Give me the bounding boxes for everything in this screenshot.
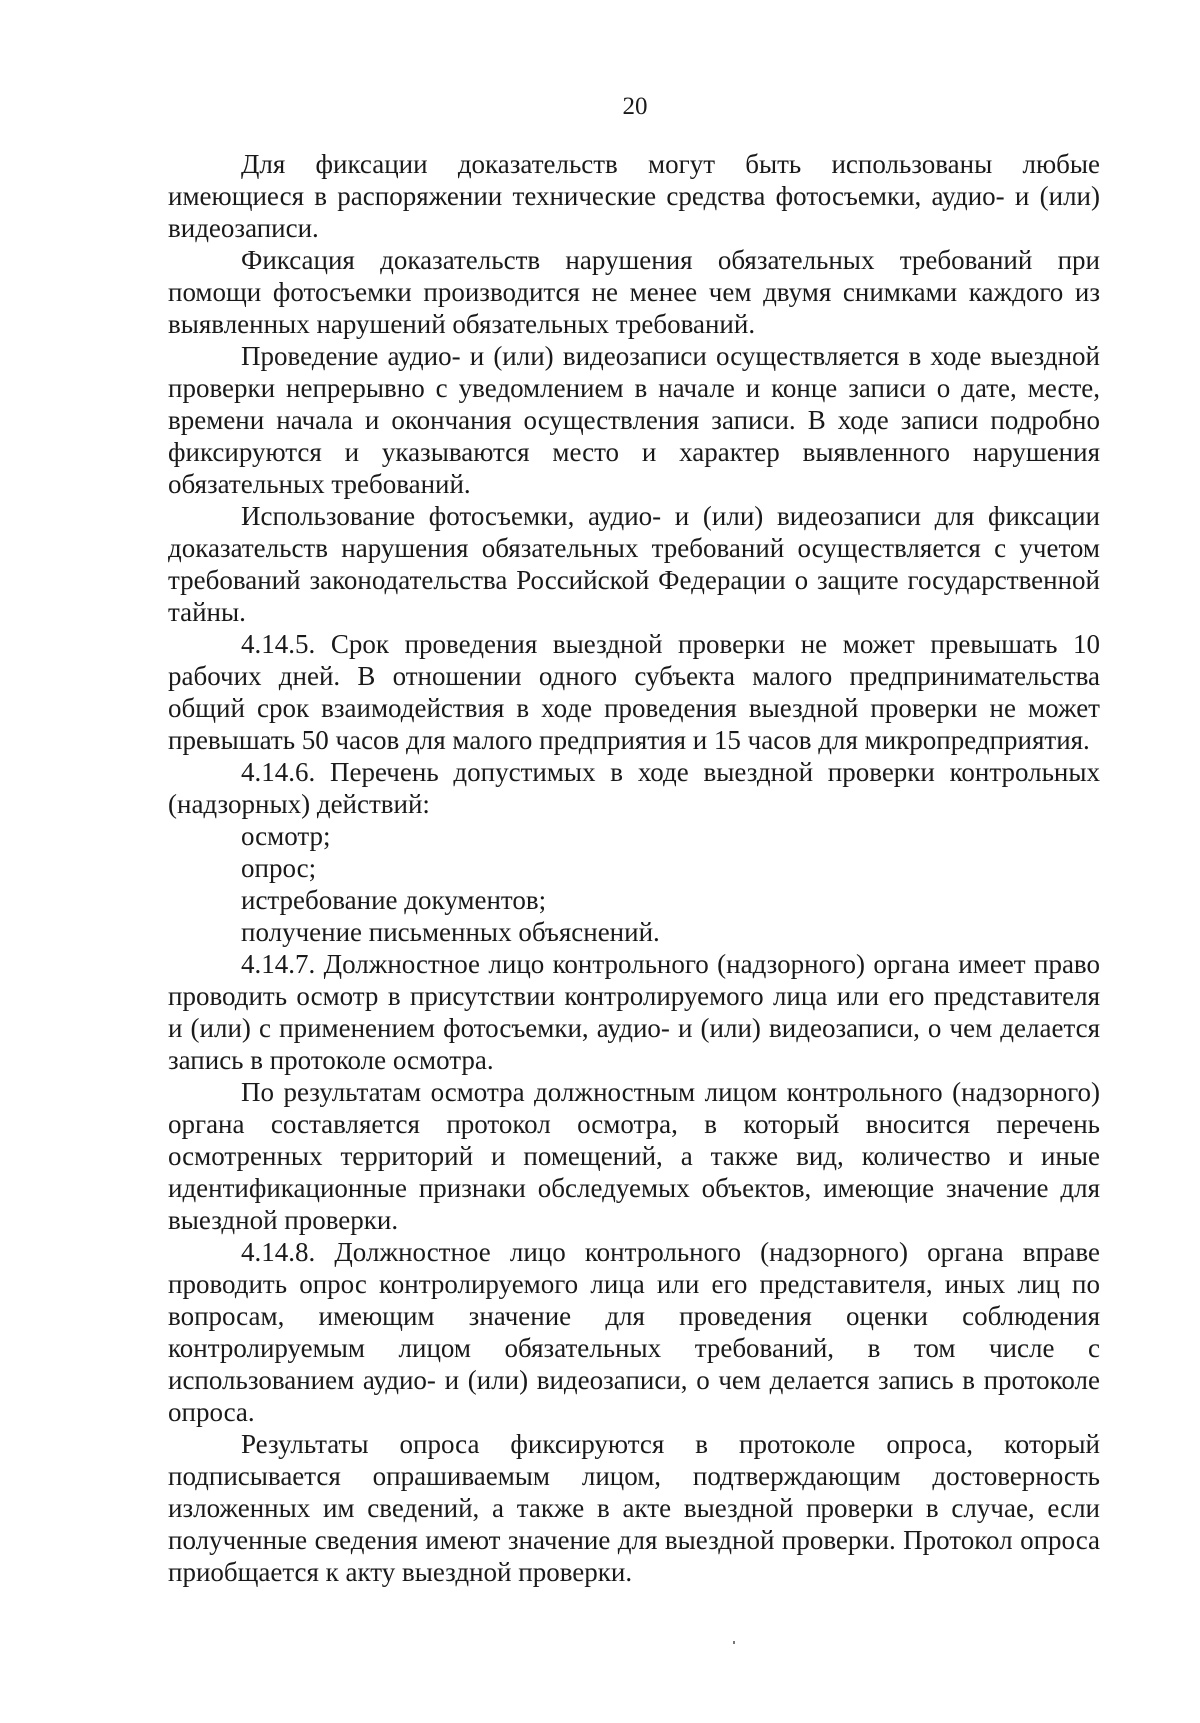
list-item-survey: опрос;: [241, 853, 317, 883]
actions-list: [168, 820, 1100, 948]
paragraph-photo-fixation: Фиксация доказательств нарушения обязательных требований при помощи фотосъемки производится не менее чем двумя снимками каждого из выявленных нарушений обязательных требований.: [168, 245, 1100, 339]
paragraph-4-14-5: 4.14.5. Срок проведения выездной проверки не может превышать 10 рабочих дней. В отношении одного субъекта малого предпринимательства общий срок взаимодействия в ходе проведения выездной проверки не может превышать 50 часов для малого предприятия и 15 часов для микропредприятия.: [168, 629, 1100, 755]
paragraph-4-14-8: 4.14.8. Должностное лицо контрольного (надзорного) органа вправе проводить опрос контролируемого лица или его представителя, иных лиц по вопросам, имеющим значение для проведения оценки соблюдения контролируемым лицом обязательных требований, в том числе с использованием аудио- и (или) видеозаписи, о чем делается запись в протоколе опроса.: [168, 1237, 1100, 1427]
paragraph-inspection-protocol: По результатам осмотра должностным лицом контрольного (надзорного) органа составляется протокол осмотра, в который вносится перечень осмотренных территорий и помещений, а также вид, количество и иные идентификационные признаки обследуемых объектов, имеющие значение для выездной проверки.: [168, 1077, 1100, 1235]
paragraph-survey-protocol: Результаты опроса фиксируются в протоколе опроса, который подписывается опрашиваемым лицом, подтверждающим достоверность изложенных им сведений, а также в акте выездной проверки в случае, если полученные сведения имеют значение для выездной проверки. Протокол опроса приобщается к акту выездной проверки.: [168, 1429, 1100, 1587]
paragraph-4-14-6: 4.14.6. Перечень допустимых в ходе выездной проверки контрольных (надзорных) действий:: [168, 757, 1100, 819]
paragraph-state-secret: Использование фотосъемки, аудио- и (или) видеозаписи для фиксации доказательств нарушения обязательных требований осуществляется с учетом требований законодательства Российской Федерации о защите государственной тайны.: [168, 501, 1100, 627]
list-item-inspection: осмотр;: [241, 821, 331, 851]
paragraph-4-14-7: 4.14.7. Должностное лицо контрольного (надзорного) органа имеет право проводить осмотр в присутствии контролируемого лица или его представителя и (или) с применением фотосъемки, аудио- и (или) видеозаписи, о чем делается запись в протоколе осмотра.: [168, 949, 1100, 1075]
paragraph-audio-video-recording: Проведение аудио- и (или) видеозаписи осуществляется в ходе выездной проверки непрерывно с уведомлением в начале и конце записи о дате, месте, времени начала и окончания осуществления записи. В ходе записи подробно фиксируются и указываются место и характер выявленного нарушения обязательных требований.: [168, 341, 1100, 499]
list-item-document-request: истребование документов;: [241, 885, 547, 915]
list-item-written-explanations: получение письменных объяснений.: [241, 917, 660, 947]
paragraph-evidence-means: Для фиксации доказательств могут быть использованы любые имеющиеся в распоряжении технические средства фотосъемки, аудио- и (или) видеозаписи.: [168, 149, 1100, 243]
page-number: 20: [622, 93, 648, 120]
document-body: [168, 148, 1100, 1588]
scan-speck: [733, 1641, 735, 1644]
